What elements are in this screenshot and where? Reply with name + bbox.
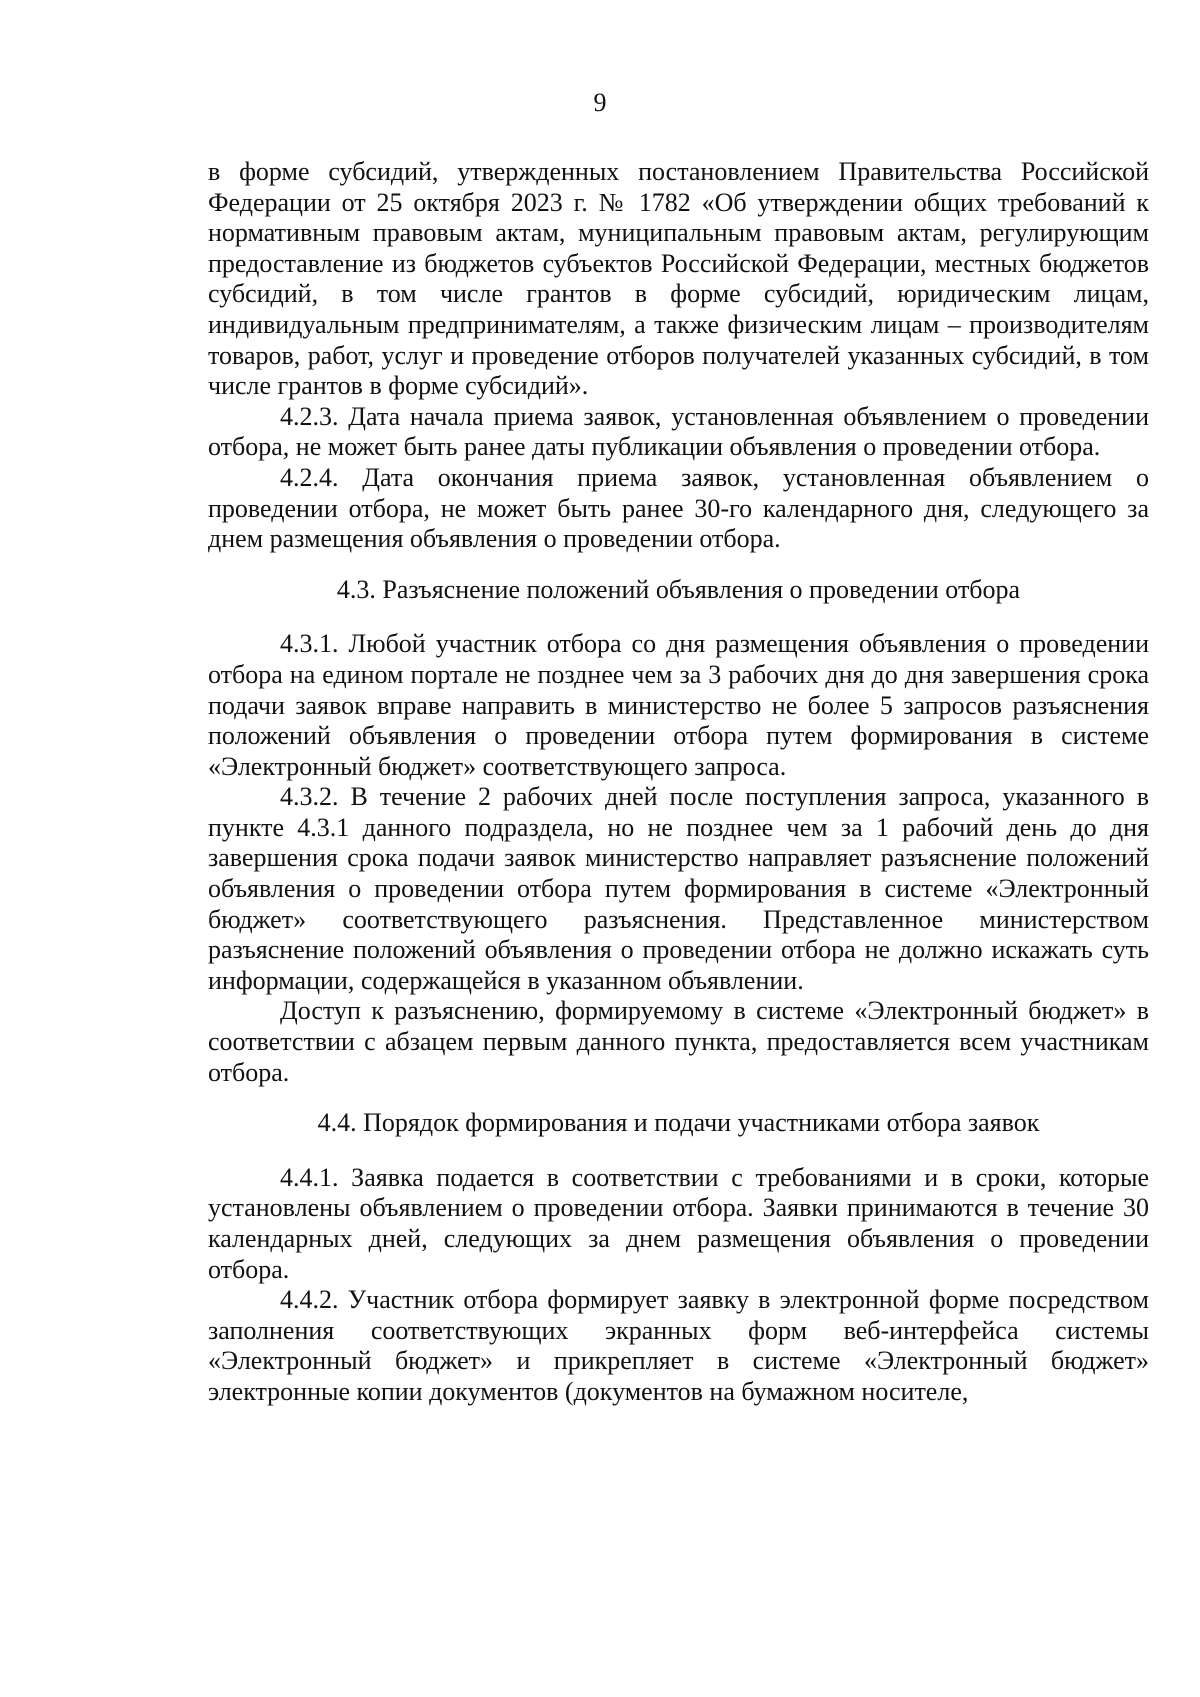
document-body [208, 157, 1149, 1408]
paragraph-4-4-2: 4.4.2. Участник отбора формирует заявку в электронной форме посредством заполнения соответствующих экранных форм веб-интерфейса системы «Электронный бюджет» и прикрепляет в системе «Электронный бюджет» электронные копии документов (документов на бумажном носителе, [208, 1285, 1149, 1406]
paragraph-4-4-1: 4.4.1. Заявка подается в соответствии с требованиями и в сроки, которые установлены объявлением о проведении отбора. Заявки принимаются в течение 30 календарных дней, следующих за днем размещения объявления о проведении отбора. [208, 1162, 1149, 1284]
paragraph-4-3-2: 4.3.2. В течение 2 рабочих дней после поступления запроса, указанного в пункте 4.3.1 данного подраздела, но не позднее чем за 1 рабочий день до дня завершения срока подачи заявок министерство направляет разъяснение положений объявления о проведении отбора путем формирования в системе «Электронный бюджет» соответствующего разъяснения. Представленное министерством разъяснение положений объявления о проведении отбора не должно искажать суть информации, содержащейся в указанном объявлении. [208, 782, 1149, 995]
paragraph-4-3-2-access: Доступ к разъяснению, формируемому в системе «Электронный бюджет» в соответствии с абзацем первым данного пункта, предоставляется всем участникам отбора. [208, 996, 1149, 1087]
section-heading-4-4: 4.4. Порядок формирования и подачи участниками отбора заявок [317, 1108, 1040, 1138]
paragraph-4-2-3: 4.2.3. Дата начала приема заявок, установленная объявлением о проведении отбора, не может быть ранее даты публикации объявления о проведении отбора. [208, 401, 1149, 462]
section-heading-4-3: 4.3. Разъяснение положений объявления о проведении отбора [336, 574, 1021, 604]
paragraph-4-3-1: 4.3.1. Любой участник отбора со дня размещения объявления о проведении отбора на едином портале не позднее чем за 3 рабочих дня до дня завершения срока подачи заявок вправе направить в министерство не более 5 запросов разъяснения положений объявления о проведении отбора путем формирования в системе «Электронный бюджет» соответствующего запроса. [208, 629, 1149, 781]
paragraph-continuation: в форме субсидий, утвержденных постановлением Правительства Российской Федерации от 25 октября 2023 г. № 1782 «Об утверждении общих требований к нормативным правовым актам, муниципальным правовым актам, регулирующим предоставление из бюджетов субъектов Российской Федерации, местных бюджетов субсидий, в том числе грантов в форме субсидий, юридическим лицам, индивидуальным предпринимателям, а также физическим лицам – производителям товаров, работ, услуг и проведение отборов получателей указанных субсидий, в том числе грантов в форме субсидий». [208, 157, 1149, 401]
paragraph-4-2-4: 4.2.4. Дата окончания приема заявок, установленная объявлением о проведении отбора, не может быть ранее 30-го календарного дня, следующего за днем размещения объявления о проведении отбора. [208, 462, 1149, 554]
page-number: 9 [593, 88, 607, 117]
